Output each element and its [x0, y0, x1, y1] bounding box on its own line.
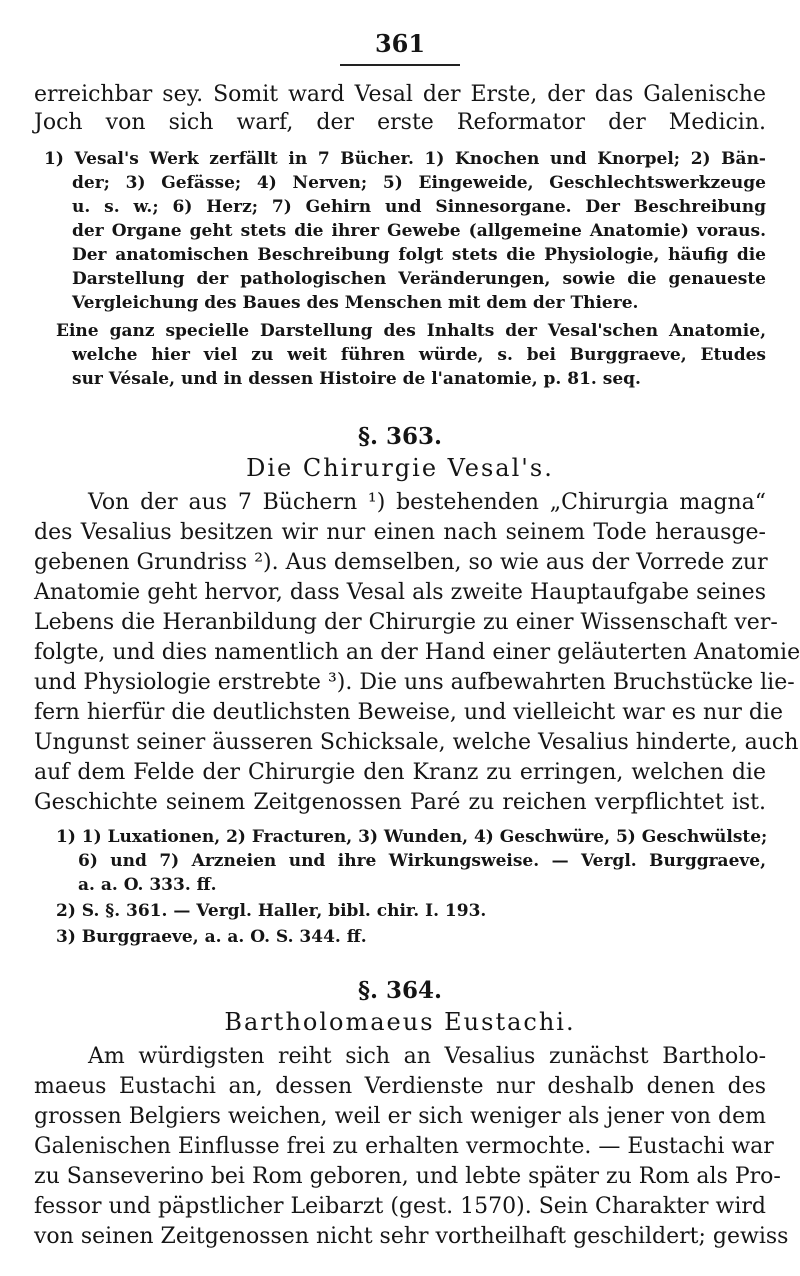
- text-line: fessor und päpstlicher Leibarzt (gest. 1570). Sein Charakter wird: [34, 1194, 766, 1219]
- text-line: Joch von sich warf, der erste Reformator der Medicin.: [34, 110, 766, 135]
- text-line: fern hierfür die deutlichsten Beweise, und vielleicht war es nur die: [34, 700, 783, 725]
- footnote-line: welche hier viel zu weit führen würde, s. bei Burggraeve, Etudes: [72, 345, 766, 365]
- text-line: zu Sanseverino bei Rom geboren, und lebte später zu Rom als Pro-: [34, 1164, 781, 1189]
- page-number: 361: [374, 29, 426, 58]
- header-rule: [340, 64, 460, 66]
- footnote-line: Der anatomischen Beschreibung folgt stets die Physiologie, häufig die: [72, 245, 766, 265]
- text-line: des Vesalius besitzen wir nur einen nach seinem Tode herausge-: [34, 520, 766, 545]
- text-line: erreichbar sey. Somit ward Vesal der Erste, der das Galenische: [34, 82, 766, 107]
- footnote-line: 1) 1) Luxationen, 2) Fracturen, 3) Wunden, 4) Geschwüre, 5) Geschwülste;: [56, 827, 768, 847]
- text-line: Von der aus 7 Büchern ¹) bestehenden „Chirurgia magna“: [88, 490, 766, 515]
- section-heading: Bartholomaeus Eustachi.: [224, 1008, 576, 1036]
- text-line: von seinen Zeitgenossen nicht sehr vortheilhaft geschildert; gewiss: [34, 1224, 789, 1249]
- text-line: Am würdigsten reiht sich an Vesalius zunächst Bartholo-: [88, 1044, 766, 1069]
- footnote-line: Darstellung der pathologischen Veränderungen, sowie die genaueste: [72, 269, 766, 289]
- text-line: folgte, und dies namentlich an der Hand einer geläuterten Anatomie: [34, 640, 800, 665]
- footnote-line: der; 3) Gefässe; 4) Nerven; 5) Eingeweide, Geschlechtswerkzeuge: [72, 173, 766, 193]
- section-number: §. 364.: [357, 977, 443, 1004]
- footnote-line: der Organe geht stets die ihrer Gewebe (allgemeine Anatomie) voraus.: [72, 221, 766, 241]
- footnote-line: 1) Vesal's Werk zerfällt in 7 Bücher. 1) Knochen und Knorpel; 2) Bän-: [44, 149, 766, 169]
- footnote-line: Vergleichung des Baues des Menschen mit dem der Thiere.: [72, 293, 639, 313]
- section-heading: Die Chirurgie Vesal's.: [246, 454, 554, 482]
- text-line: gebenen Grundriss ²). Aus demselben, so wie aus der Vorrede zur: [34, 550, 768, 575]
- text-line: Geschichte seinem Zeitgenossen Paré zu reichen verpflichtet ist.: [34, 790, 766, 815]
- text-line: Ungunst seiner äusseren Schicksale, welche Vesalius hinderte, auch: [34, 730, 799, 755]
- text-line: grossen Belgiers weichen, weil er sich weniger als jener von dem: [34, 1104, 766, 1129]
- text-line: Anatomie geht hervor, dass Vesal als zweite Hauptaufgabe seines: [34, 580, 766, 605]
- footnote-line: a. a. O. 333. ff.: [78, 875, 217, 895]
- text-line: auf dem Felde der Chirurgie den Kranz zu erringen, welchen die: [34, 760, 766, 785]
- text-line: maeus Eustachi an, dessen Verdienste nur deshalb denen des: [34, 1074, 766, 1099]
- footnote-line: sur Vésale, und in dessen Histoire de l'anatomie, p. 81. seq.: [72, 369, 641, 389]
- text-line: Galenischen Einflusse frei zu erhalten vermochte. — Eustachi war: [34, 1134, 774, 1159]
- footnote-line: 2) S. §. 361. — Vergl. Haller, bibl. chir. I. 193.: [56, 901, 487, 921]
- footnote-line: Eine ganz specielle Darstellung des Inhalts der Vesal'schen Anatomie,: [56, 321, 766, 341]
- footnote-line: u. s. w.; 6) Herz; 7) Gehirn und Sinnesorgane. Der Beschreibung: [72, 197, 766, 217]
- footnote-line: 3) Burggraeve, a. a. O. S. 344. ff.: [56, 927, 367, 947]
- footnote-line: 6) und 7) Arzneien und ihre Wirkungsweise. — Vergl. Burggraeve,: [78, 851, 766, 871]
- text-line: und Physiologie erstrebte ³). Die uns aufbewahrten Bruchstücke lie-: [34, 670, 795, 695]
- text-line: Lebens die Heranbildung der Chirurgie zu einer Wissenschaft ver-: [34, 610, 778, 635]
- section-number: §. 363.: [357, 423, 443, 450]
